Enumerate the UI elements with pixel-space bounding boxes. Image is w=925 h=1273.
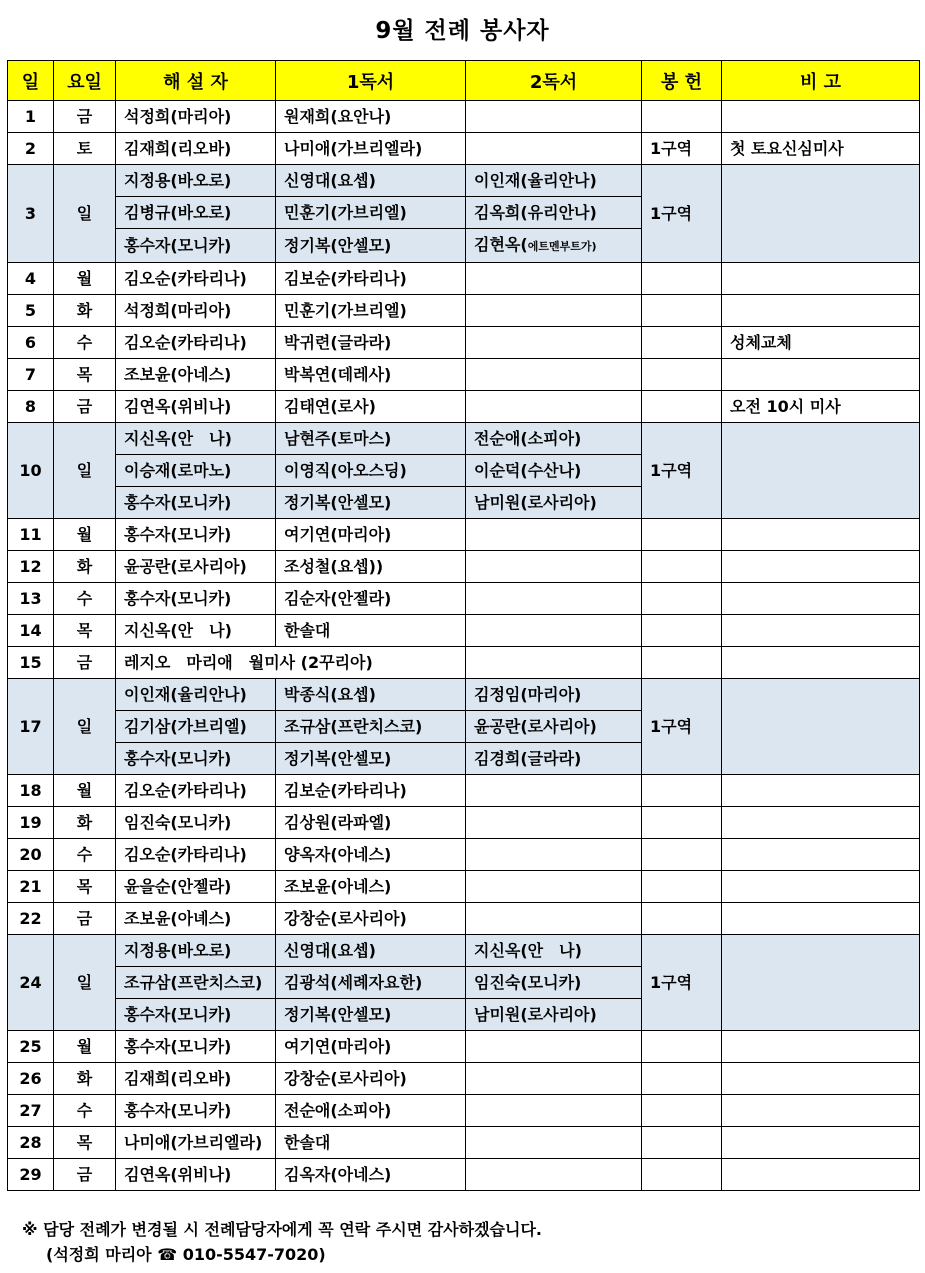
note-cell [722,1031,920,1063]
header-day: 일 [8,61,54,101]
weekday-cell: 목 [54,871,116,903]
reader1-cell: 정기복(안셀모) [276,743,466,775]
narrator-cell: 조보윤(아녜스) [116,903,276,935]
reader1-cell: 김보순(카타리나) [276,775,466,807]
reader2-cell [466,967,642,999]
narrator-cell: 홍수자(모니카) [116,999,276,1031]
weekday-cell: 화 [54,295,116,327]
offering-cell [642,1031,722,1063]
reader1-cell: 강창순(로사리아) [276,1063,466,1095]
note-cell [722,903,920,935]
day-cell: 2 [8,133,54,165]
offering-cell [642,647,722,679]
reader2-cell [466,775,642,807]
narrator-cell: 홍수자(모니카) [116,743,276,775]
weekday-cell: 월 [54,1031,116,1063]
header-offering: 봉 헌 [642,61,722,101]
reader2-cell [466,519,642,551]
note-cell [722,935,920,1031]
reader2-name: 남미원(로사리아) [474,1005,597,1024]
table-row [8,423,920,455]
header-reader2: 2독서 [466,61,642,101]
day-cell: 11 [8,519,54,551]
day-cell: 28 [8,1127,54,1159]
reader1-cell: 김순자(안젤라) [276,583,466,615]
footer-contact: (석정희 마리아 ☎ 010-5547-7020) [46,1245,326,1264]
narrator-cell: 김오순(카타리나) [116,775,276,807]
table-row [8,775,920,807]
reader2-name: 김현옥( [474,235,528,254]
reader1-cell: 박복연(데레사) [276,359,466,391]
reader2-cell [466,455,642,487]
narrator-cell: 이인재(율리안나) [116,679,276,711]
footer-note [22,1217,542,1267]
offering-cell [642,101,722,133]
table-row [8,1159,920,1191]
note-cell [722,101,920,133]
day-cell: 27 [8,1095,54,1127]
reader1-cell: 조성철(요셉)) [276,551,466,583]
reader2-cell [466,263,642,295]
offering-cell [642,1159,722,1191]
reader1-cell: 조규삼(프란치스코) [276,711,466,743]
reader2-cell [466,679,642,711]
narrator-cell: 석정희(마리아) [116,101,276,133]
offering-cell: 1구역 [642,935,722,1031]
reader2-cell [466,1063,642,1095]
narrator-cell: 지정용(바오로) [116,165,276,197]
weekday-cell: 금 [54,391,116,423]
note-cell [722,583,920,615]
day-cell: 18 [8,775,54,807]
reader1-cell: 김광석(세례자요한) [276,967,466,999]
reader2-cell [466,615,642,647]
narrator-cell: 지정용(바오로) [116,935,276,967]
day-cell: 4 [8,263,54,295]
table-row [8,1031,920,1063]
table-row [8,647,920,679]
narrator-cell: 홍수자(모니카) [116,1031,276,1063]
reader2-name: 전순애(소피아) [474,429,582,448]
offering-cell [642,327,722,359]
reader2-cell [466,647,642,679]
day-cell: 6 [8,327,54,359]
reader1-cell: 박귀련(글라라) [276,327,466,359]
page-title: 9월 전례 봉사자 [375,18,550,44]
reader1-cell: 여기연(마리아) [276,1031,466,1063]
table-row [8,133,920,165]
header-row [8,61,920,101]
narrator-cell: 김오순(카타리나) [116,263,276,295]
narrator-cell: 김오순(카타리나) [116,839,276,871]
reader2-cell [466,1127,642,1159]
reader2-name: 윤공란(로사리아) [474,717,597,736]
reader2-cell [466,711,642,743]
note-cell [722,615,920,647]
reader2-cell [466,551,642,583]
note-cell [722,295,920,327]
weekday-cell: 일 [54,935,116,1031]
reader1-cell: 원재희(요안나) [276,101,466,133]
reader1-cell: 신영대(요셉) [276,165,466,197]
reader1-cell: 조보윤(아네스) [276,871,466,903]
reader2-cell [466,423,642,455]
weekday-cell: 수 [54,327,116,359]
reader2-name: 김정임(마리아) [474,685,582,704]
day-cell: 12 [8,551,54,583]
reader2-name: 이인재(율리안나) [474,171,597,190]
day-cell: 10 [8,423,54,519]
reader2-name: 임진숙(모니카) [474,973,582,992]
offering-cell [642,519,722,551]
table-row [8,263,920,295]
offering-cell [642,615,722,647]
reader2-cell [466,1159,642,1191]
offering-cell [642,1127,722,1159]
offering-cell [642,391,722,423]
reader2-name-small: 에트멘부트가) [527,240,597,253]
weekday-cell: 금 [54,1159,116,1191]
day-cell: 14 [8,615,54,647]
day-cell: 1 [8,101,54,133]
reader2-name: 이순덕(수산나) [474,461,582,480]
weekday-cell: 수 [54,839,116,871]
table-row [8,519,920,551]
reader2-cell [466,935,642,967]
offering-cell [642,807,722,839]
day-cell: 21 [8,871,54,903]
table-row [8,583,920,615]
header-reader1: 1독서 [276,61,466,101]
narrator-cell: 홍수자(모니카) [116,1095,276,1127]
reader2-cell [466,743,642,775]
weekday-cell: 일 [54,423,116,519]
reader1-cell: 정기복(안셀모) [276,229,466,263]
reader2-cell [466,487,642,519]
offering-cell [642,295,722,327]
narrator-cell: 홍수자(모니카) [116,229,276,263]
reader2-cell [466,133,642,165]
header-narrator: 해 설 자 [116,61,276,101]
offering-cell: 1구역 [642,423,722,519]
weekday-cell: 일 [54,679,116,775]
offering-cell [642,1095,722,1127]
reader2-cell [466,229,642,263]
offering-cell: 1구역 [642,679,722,775]
offering-cell [642,871,722,903]
reader1-cell: 한솔대 [276,1127,466,1159]
narrator-cell: 홍수자(모니카) [116,519,276,551]
weekday-cell: 금 [54,903,116,935]
note-cell [722,1159,920,1191]
reader2-cell [466,1031,642,1063]
offering-cell [642,583,722,615]
reader1-cell: 민훈기(가브리엘) [276,295,466,327]
table-row [8,1127,920,1159]
offering-cell [642,551,722,583]
weekday-cell: 토 [54,133,116,165]
note-cell: 오전 10시 미사 [722,391,920,423]
note-cell [722,775,920,807]
weekday-cell: 화 [54,807,116,839]
narrator-cell: 김연옥(위비나) [116,1159,276,1191]
offering-cell [642,263,722,295]
reader1-cell: 민훈기(가브리엘) [276,197,466,229]
note-cell [722,807,920,839]
reader2-cell [466,359,642,391]
narrator-cell: 석정희(마리아) [116,295,276,327]
narrator-cell: 홍수자(모니카) [116,487,276,519]
reader2-cell [466,165,642,197]
narrator-cell: 윤공란(로사리아) [116,551,276,583]
weekday-cell: 화 [54,551,116,583]
footer-line1: ※ 담당 전례가 변경될 시 전례담당자에게 꼭 연락 주시면 감사하겠습니다. [22,1220,542,1239]
reader1-cell: 전순애(소피아) [276,1095,466,1127]
weekday-cell: 일 [54,165,116,263]
weekday-cell: 금 [54,101,116,133]
reader1-cell: 이영직(아오스딩) [276,455,466,487]
offering-cell [642,1063,722,1095]
narrator-cell: 지신옥(안 나) [116,615,276,647]
reader2-cell [466,1095,642,1127]
day-cell: 19 [8,807,54,839]
narrator-cell: 김병규(바오로) [116,197,276,229]
note-cell: 성체교체 [722,327,920,359]
reader2-cell [466,391,642,423]
narrator-cell: 김기삼(가브리엘) [116,711,276,743]
day-cell: 17 [8,679,54,775]
offering-cell: 1구역 [642,133,722,165]
note-cell [722,1063,920,1095]
narrator-cell: 이승재(로마노) [116,455,276,487]
offering-cell: 1구역 [642,165,722,263]
reader2-name: 지신옥(안 나) [474,941,582,960]
day-cell: 5 [8,295,54,327]
reader2-cell [466,871,642,903]
weekday-cell: 월 [54,263,116,295]
reader1-cell: 신영대(요셉) [276,935,466,967]
table-row [8,807,920,839]
table-row [8,679,920,711]
table-row [8,359,920,391]
reader2-cell [466,807,642,839]
note-cell [722,165,920,263]
reader1-cell: 김상원(라파엘) [276,807,466,839]
narrator-cell: 홍수자(모니카) [116,583,276,615]
offering-cell [642,839,722,871]
reader2-cell [466,295,642,327]
reader1-cell: 양옥자(아네스) [276,839,466,871]
note-cell [722,359,920,391]
table-row [8,165,920,197]
reader2-cell [466,197,642,229]
weekday-cell: 목 [54,359,116,391]
note-cell [722,263,920,295]
table-row [8,327,920,359]
reader2-cell [466,903,642,935]
table-row [8,391,920,423]
reader1-cell: 정기복(안셀모) [276,487,466,519]
reader1-cell: 정기복(안셀모) [276,999,466,1031]
header-weekday: 요일 [54,61,116,101]
reader1-cell: 김태연(로사) [276,391,466,423]
day-cell: 13 [8,583,54,615]
narrator-cell: 윤을순(안젤라) [116,871,276,903]
day-cell: 24 [8,935,54,1031]
day-cell: 3 [8,165,54,263]
narrator-cell: 임진숙(모니카) [116,807,276,839]
merged-event-cell: 레지오 마리애 월미사 (2꾸리아) [116,647,466,679]
reader2-name: 김경희(글라라) [474,749,582,768]
narrator-cell: 김재희(리오바) [116,1063,276,1095]
narrator-cell: 김재희(리오바) [116,133,276,165]
note-cell [722,423,920,519]
table-row [8,1063,920,1095]
day-cell: 25 [8,1031,54,1063]
table-row [8,935,920,967]
weekday-cell: 목 [54,1127,116,1159]
reader1-cell: 남현주(토마스) [276,423,466,455]
day-cell: 7 [8,359,54,391]
note-cell [722,871,920,903]
reader2-cell [466,583,642,615]
table-row [8,839,920,871]
day-cell: 15 [8,647,54,679]
day-cell: 8 [8,391,54,423]
day-cell: 26 [8,1063,54,1095]
table-row [8,101,920,133]
reader2-cell [466,327,642,359]
table-row [8,551,920,583]
weekday-cell: 금 [54,647,116,679]
reader2-cell [466,999,642,1031]
note-cell [722,679,920,775]
reader2-name: 남미원(로사리아) [474,493,597,512]
weekday-cell: 수 [54,1095,116,1127]
weekday-cell: 목 [54,615,116,647]
schedule-body [8,101,920,1191]
reader1-cell: 김옥자(아네스) [276,1159,466,1191]
narrator-cell: 김오순(카타리나) [116,327,276,359]
note-cell: 첫 토요신심미사 [722,133,920,165]
weekday-cell: 수 [54,583,116,615]
narrator-cell: 조규삼(프란치스코) [116,967,276,999]
reader2-cell [466,839,642,871]
reader1-cell: 나미애(가브리엘라) [276,133,466,165]
note-cell [722,1095,920,1127]
reader2-cell [466,101,642,133]
weekday-cell: 월 [54,775,116,807]
weekday-cell: 월 [54,519,116,551]
weekday-cell: 화 [54,1063,116,1095]
offering-cell [642,359,722,391]
reader1-cell: 한솔대 [276,615,466,647]
day-cell: 22 [8,903,54,935]
reader1-cell: 강창순(로사리아) [276,903,466,935]
note-cell [722,551,920,583]
day-cell: 29 [8,1159,54,1191]
reader1-cell: 박종식(요셉) [276,679,466,711]
table-row [8,903,920,935]
table-row [8,871,920,903]
table-row [8,295,920,327]
reader1-cell: 김보순(카타리나) [276,263,466,295]
table-row [8,1095,920,1127]
narrator-cell: 지신옥(안 나) [116,423,276,455]
schedule-table [7,60,920,1191]
reader2-name: 김옥희(유리안나) [474,203,597,222]
note-cell [722,1127,920,1159]
narrator-cell: 조보윤(아네스) [116,359,276,391]
offering-cell [642,775,722,807]
reader1-cell: 여기연(마리아) [276,519,466,551]
offering-cell [642,903,722,935]
table-row [8,615,920,647]
narrator-cell: 김연옥(위비나) [116,391,276,423]
note-cell [722,647,920,679]
note-cell [722,519,920,551]
narrator-cell: 나미애(가브리엘라) [116,1127,276,1159]
note-cell [722,839,920,871]
day-cell: 20 [8,839,54,871]
header-note: 비 고 [722,61,920,101]
